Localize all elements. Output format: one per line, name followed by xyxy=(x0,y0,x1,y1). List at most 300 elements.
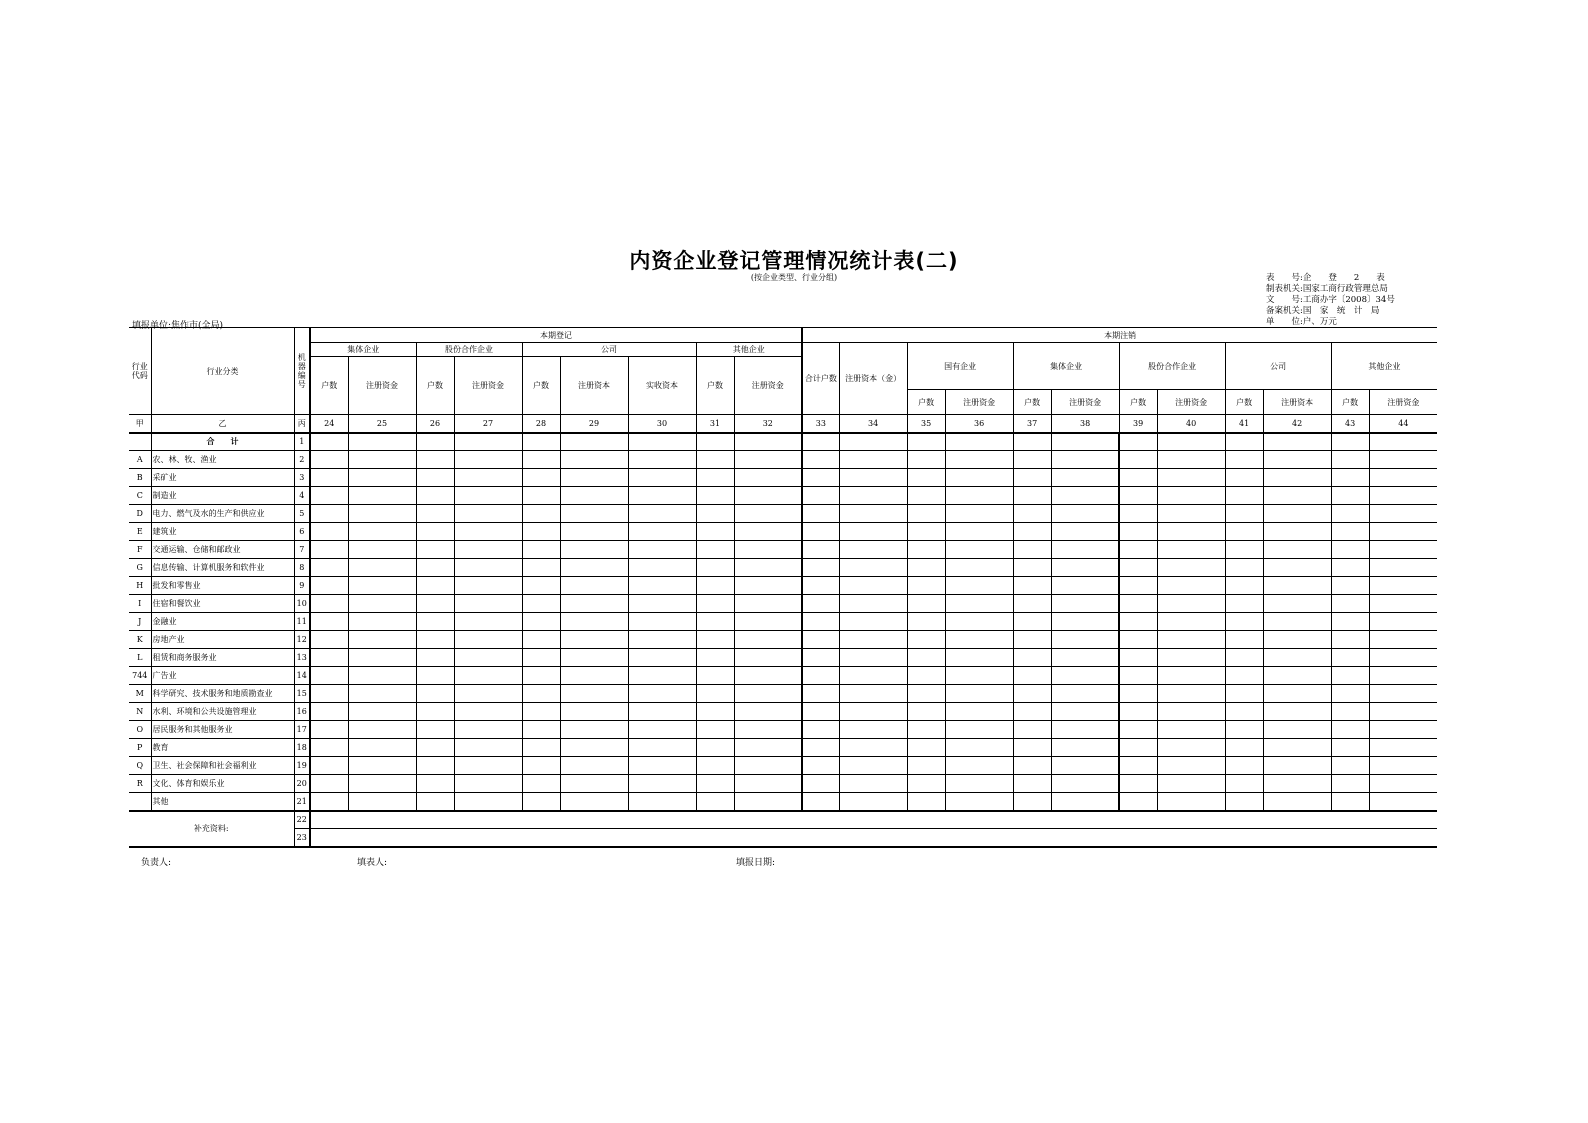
data-cell[interactable] xyxy=(348,775,416,793)
data-cell[interactable] xyxy=(416,559,454,577)
data-cell[interactable] xyxy=(348,631,416,649)
data-cell[interactable] xyxy=(1013,613,1051,631)
data-cell[interactable] xyxy=(1225,739,1263,757)
data-cell[interactable] xyxy=(628,595,696,613)
supplement-content[interactable] xyxy=(310,811,1437,829)
data-cell[interactable] xyxy=(1225,559,1263,577)
data-cell[interactable] xyxy=(802,667,839,685)
data-cell[interactable] xyxy=(734,757,802,775)
data-cell[interactable] xyxy=(945,523,1013,541)
data-cell[interactable] xyxy=(696,757,734,775)
data-cell[interactable] xyxy=(839,469,907,487)
data-cell[interactable] xyxy=(945,505,1013,523)
data-cell[interactable] xyxy=(416,793,454,811)
data-cell[interactable] xyxy=(945,487,1013,505)
data-cell[interactable] xyxy=(1331,613,1369,631)
data-cell[interactable] xyxy=(839,649,907,667)
data-cell[interactable] xyxy=(1331,469,1369,487)
data-cell[interactable] xyxy=(734,649,802,667)
data-cell[interactable] xyxy=(1331,649,1369,667)
data-cell[interactable] xyxy=(560,469,628,487)
data-cell[interactable] xyxy=(522,739,560,757)
data-cell[interactable] xyxy=(454,469,522,487)
data-cell[interactable] xyxy=(945,793,1013,811)
data-cell[interactable] xyxy=(734,703,802,721)
data-cell[interactable] xyxy=(1051,451,1119,469)
data-cell[interactable] xyxy=(522,487,560,505)
data-cell[interactable] xyxy=(1051,757,1119,775)
data-cell[interactable] xyxy=(696,649,734,667)
data-cell[interactable] xyxy=(696,685,734,703)
data-cell[interactable] xyxy=(1369,451,1437,469)
data-cell[interactable] xyxy=(1119,685,1157,703)
data-cell[interactable] xyxy=(522,721,560,739)
data-cell[interactable] xyxy=(454,649,522,667)
data-cell[interactable] xyxy=(1119,667,1157,685)
data-cell[interactable] xyxy=(839,451,907,469)
data-cell[interactable] xyxy=(1119,775,1157,793)
data-cell[interactable] xyxy=(416,739,454,757)
data-cell[interactable] xyxy=(1051,433,1119,451)
data-cell[interactable] xyxy=(348,685,416,703)
data-cell[interactable] xyxy=(454,757,522,775)
data-cell[interactable] xyxy=(802,595,839,613)
data-cell[interactable] xyxy=(1331,595,1369,613)
data-cell[interactable] xyxy=(907,433,945,451)
data-cell[interactable] xyxy=(839,433,907,451)
data-cell[interactable] xyxy=(945,613,1013,631)
data-cell[interactable] xyxy=(522,433,560,451)
data-cell[interactable] xyxy=(348,757,416,775)
data-cell[interactable] xyxy=(416,721,454,739)
data-cell[interactable] xyxy=(734,613,802,631)
data-cell[interactable] xyxy=(1013,433,1051,451)
data-cell[interactable] xyxy=(802,523,839,541)
data-cell[interactable] xyxy=(839,487,907,505)
data-cell[interactable] xyxy=(1051,541,1119,559)
data-cell[interactable] xyxy=(628,685,696,703)
data-cell[interactable] xyxy=(628,451,696,469)
data-cell[interactable] xyxy=(454,451,522,469)
data-cell[interactable] xyxy=(560,559,628,577)
data-cell[interactable] xyxy=(1051,505,1119,523)
data-cell[interactable] xyxy=(1225,451,1263,469)
data-cell[interactable] xyxy=(628,703,696,721)
data-cell[interactable] xyxy=(945,685,1013,703)
data-cell[interactable] xyxy=(416,703,454,721)
data-cell[interactable] xyxy=(696,577,734,595)
data-cell[interactable] xyxy=(1157,577,1225,595)
data-cell[interactable] xyxy=(310,487,348,505)
data-cell[interactable] xyxy=(1331,451,1369,469)
data-cell[interactable] xyxy=(696,505,734,523)
data-cell[interactable] xyxy=(1225,577,1263,595)
data-cell[interactable] xyxy=(907,559,945,577)
data-cell[interactable] xyxy=(310,667,348,685)
data-cell[interactable] xyxy=(1225,631,1263,649)
data-cell[interactable] xyxy=(310,433,348,451)
data-cell[interactable] xyxy=(1225,487,1263,505)
data-cell[interactable] xyxy=(1157,775,1225,793)
data-cell[interactable] xyxy=(1119,649,1157,667)
data-cell[interactable] xyxy=(454,595,522,613)
data-cell[interactable] xyxy=(1119,703,1157,721)
data-cell[interactable] xyxy=(1263,487,1331,505)
data-cell[interactable] xyxy=(1369,595,1437,613)
data-cell[interactable] xyxy=(560,487,628,505)
data-cell[interactable] xyxy=(1225,757,1263,775)
data-cell[interactable] xyxy=(1013,541,1051,559)
data-cell[interactable] xyxy=(522,613,560,631)
data-cell[interactable] xyxy=(522,451,560,469)
data-cell[interactable] xyxy=(1225,541,1263,559)
data-cell[interactable] xyxy=(522,703,560,721)
data-cell[interactable] xyxy=(1263,793,1331,811)
data-cell[interactable] xyxy=(945,721,1013,739)
data-cell[interactable] xyxy=(1013,577,1051,595)
data-cell[interactable] xyxy=(560,577,628,595)
data-cell[interactable] xyxy=(454,433,522,451)
data-cell[interactable] xyxy=(1051,793,1119,811)
data-cell[interactable] xyxy=(454,577,522,595)
data-cell[interactable] xyxy=(907,739,945,757)
data-cell[interactable] xyxy=(1369,505,1437,523)
data-cell[interactable] xyxy=(1119,793,1157,811)
data-cell[interactable] xyxy=(454,559,522,577)
data-cell[interactable] xyxy=(560,793,628,811)
data-cell[interactable] xyxy=(1263,451,1331,469)
data-cell[interactable] xyxy=(734,631,802,649)
data-cell[interactable] xyxy=(1119,721,1157,739)
data-cell[interactable] xyxy=(1263,541,1331,559)
data-cell[interactable] xyxy=(1157,685,1225,703)
data-cell[interactable] xyxy=(310,559,348,577)
data-cell[interactable] xyxy=(734,577,802,595)
data-cell[interactable] xyxy=(560,631,628,649)
data-cell[interactable] xyxy=(1119,577,1157,595)
data-cell[interactable] xyxy=(1369,523,1437,541)
data-cell[interactable] xyxy=(839,505,907,523)
data-cell[interactable] xyxy=(696,559,734,577)
data-cell[interactable] xyxy=(628,793,696,811)
data-cell[interactable] xyxy=(907,487,945,505)
data-cell[interactable] xyxy=(560,703,628,721)
data-cell[interactable] xyxy=(1263,703,1331,721)
data-cell[interactable] xyxy=(310,523,348,541)
data-cell[interactable] xyxy=(1157,613,1225,631)
data-cell[interactable] xyxy=(734,469,802,487)
data-cell[interactable] xyxy=(560,541,628,559)
data-cell[interactable] xyxy=(1369,487,1437,505)
data-cell[interactable] xyxy=(907,451,945,469)
data-cell[interactable] xyxy=(310,469,348,487)
data-cell[interactable] xyxy=(1119,505,1157,523)
data-cell[interactable] xyxy=(628,739,696,757)
data-cell[interactable] xyxy=(1369,469,1437,487)
data-cell[interactable] xyxy=(1369,703,1437,721)
data-cell[interactable] xyxy=(1157,667,1225,685)
data-cell[interactable] xyxy=(1263,739,1331,757)
data-cell[interactable] xyxy=(348,667,416,685)
data-cell[interactable] xyxy=(907,469,945,487)
data-cell[interactable] xyxy=(802,721,839,739)
data-cell[interactable] xyxy=(628,721,696,739)
data-cell[interactable] xyxy=(945,469,1013,487)
data-cell[interactable] xyxy=(310,613,348,631)
data-cell[interactable] xyxy=(1331,505,1369,523)
data-cell[interactable] xyxy=(628,667,696,685)
data-cell[interactable] xyxy=(696,703,734,721)
data-cell[interactable] xyxy=(1051,685,1119,703)
data-cell[interactable] xyxy=(416,433,454,451)
data-cell[interactable] xyxy=(310,505,348,523)
data-cell[interactable] xyxy=(839,721,907,739)
data-cell[interactable] xyxy=(522,577,560,595)
data-cell[interactable] xyxy=(734,667,802,685)
data-cell[interactable] xyxy=(945,433,1013,451)
data-cell[interactable] xyxy=(310,685,348,703)
data-cell[interactable] xyxy=(734,505,802,523)
data-cell[interactable] xyxy=(1013,793,1051,811)
data-cell[interactable] xyxy=(696,487,734,505)
data-cell[interactable] xyxy=(1013,757,1051,775)
data-cell[interactable] xyxy=(1051,703,1119,721)
data-cell[interactable] xyxy=(802,451,839,469)
data-cell[interactable] xyxy=(839,523,907,541)
data-cell[interactable] xyxy=(802,505,839,523)
data-cell[interactable] xyxy=(522,541,560,559)
data-cell[interactable] xyxy=(454,667,522,685)
data-cell[interactable] xyxy=(416,523,454,541)
data-cell[interactable] xyxy=(416,631,454,649)
data-cell[interactable] xyxy=(1369,685,1437,703)
data-cell[interactable] xyxy=(560,613,628,631)
data-cell[interactable] xyxy=(907,631,945,649)
data-cell[interactable] xyxy=(310,775,348,793)
data-cell[interactable] xyxy=(802,433,839,451)
data-cell[interactable] xyxy=(1051,613,1119,631)
data-cell[interactable] xyxy=(1225,523,1263,541)
data-cell[interactable] xyxy=(945,739,1013,757)
data-cell[interactable] xyxy=(560,505,628,523)
data-cell[interactable] xyxy=(1225,433,1263,451)
data-cell[interactable] xyxy=(1051,523,1119,541)
data-cell[interactable] xyxy=(907,649,945,667)
data-cell[interactable] xyxy=(1157,703,1225,721)
data-cell[interactable] xyxy=(945,631,1013,649)
data-cell[interactable] xyxy=(1119,523,1157,541)
data-cell[interactable] xyxy=(1013,739,1051,757)
data-cell[interactable] xyxy=(696,739,734,757)
data-cell[interactable] xyxy=(1051,739,1119,757)
data-cell[interactable] xyxy=(1225,685,1263,703)
data-cell[interactable] xyxy=(1331,487,1369,505)
data-cell[interactable] xyxy=(1331,703,1369,721)
data-cell[interactable] xyxy=(1051,469,1119,487)
data-cell[interactable] xyxy=(734,433,802,451)
data-cell[interactable] xyxy=(416,451,454,469)
data-cell[interactable] xyxy=(734,793,802,811)
data-cell[interactable] xyxy=(416,595,454,613)
data-cell[interactable] xyxy=(1263,631,1331,649)
data-cell[interactable] xyxy=(696,775,734,793)
data-cell[interactable] xyxy=(1051,559,1119,577)
data-cell[interactable] xyxy=(1263,577,1331,595)
data-cell[interactable] xyxy=(734,739,802,757)
data-cell[interactable] xyxy=(348,793,416,811)
data-cell[interactable] xyxy=(348,433,416,451)
data-cell[interactable] xyxy=(696,595,734,613)
data-cell[interactable] xyxy=(907,667,945,685)
data-cell[interactable] xyxy=(522,595,560,613)
data-cell[interactable] xyxy=(1119,613,1157,631)
data-cell[interactable] xyxy=(1331,721,1369,739)
data-cell[interactable] xyxy=(1013,487,1051,505)
data-cell[interactable] xyxy=(1157,649,1225,667)
data-cell[interactable] xyxy=(348,505,416,523)
data-cell[interactable] xyxy=(734,523,802,541)
data-cell[interactable] xyxy=(945,577,1013,595)
data-cell[interactable] xyxy=(348,541,416,559)
data-cell[interactable] xyxy=(945,541,1013,559)
data-cell[interactable] xyxy=(802,757,839,775)
data-cell[interactable] xyxy=(1263,757,1331,775)
data-cell[interactable] xyxy=(1119,469,1157,487)
supplement-content[interactable] xyxy=(310,829,1437,847)
data-cell[interactable] xyxy=(1331,559,1369,577)
data-cell[interactable] xyxy=(1225,703,1263,721)
data-cell[interactable] xyxy=(1157,559,1225,577)
data-cell[interactable] xyxy=(734,559,802,577)
data-cell[interactable] xyxy=(696,541,734,559)
data-cell[interactable] xyxy=(696,721,734,739)
data-cell[interactable] xyxy=(1119,541,1157,559)
data-cell[interactable] xyxy=(1369,649,1437,667)
data-cell[interactable] xyxy=(945,703,1013,721)
data-cell[interactable] xyxy=(522,631,560,649)
data-cell[interactable] xyxy=(416,685,454,703)
data-cell[interactable] xyxy=(454,721,522,739)
data-cell[interactable] xyxy=(839,577,907,595)
data-cell[interactable] xyxy=(1119,433,1157,451)
data-cell[interactable] xyxy=(416,649,454,667)
data-cell[interactable] xyxy=(839,793,907,811)
data-cell[interactable] xyxy=(560,649,628,667)
data-cell[interactable] xyxy=(628,469,696,487)
data-cell[interactable] xyxy=(907,541,945,559)
data-cell[interactable] xyxy=(348,649,416,667)
data-cell[interactable] xyxy=(1051,487,1119,505)
data-cell[interactable] xyxy=(802,631,839,649)
data-cell[interactable] xyxy=(696,469,734,487)
data-cell[interactable] xyxy=(696,433,734,451)
data-cell[interactable] xyxy=(696,523,734,541)
data-cell[interactable] xyxy=(1013,649,1051,667)
data-cell[interactable] xyxy=(628,433,696,451)
data-cell[interactable] xyxy=(802,487,839,505)
data-cell[interactable] xyxy=(1331,793,1369,811)
data-cell[interactable] xyxy=(1225,613,1263,631)
data-cell[interactable] xyxy=(628,613,696,631)
data-cell[interactable] xyxy=(310,577,348,595)
data-cell[interactable] xyxy=(628,757,696,775)
data-cell[interactable] xyxy=(945,649,1013,667)
data-cell[interactable] xyxy=(1331,775,1369,793)
data-cell[interactable] xyxy=(416,667,454,685)
data-cell[interactable] xyxy=(1013,469,1051,487)
data-cell[interactable] xyxy=(1263,595,1331,613)
data-cell[interactable] xyxy=(734,595,802,613)
data-cell[interactable] xyxy=(1225,595,1263,613)
data-cell[interactable] xyxy=(454,541,522,559)
data-cell[interactable] xyxy=(802,685,839,703)
data-cell[interactable] xyxy=(628,541,696,559)
data-cell[interactable] xyxy=(348,469,416,487)
data-cell[interactable] xyxy=(1369,739,1437,757)
data-cell[interactable] xyxy=(560,451,628,469)
data-cell[interactable] xyxy=(1369,757,1437,775)
data-cell[interactable] xyxy=(802,775,839,793)
data-cell[interactable] xyxy=(839,559,907,577)
data-cell[interactable] xyxy=(734,487,802,505)
data-cell[interactable] xyxy=(945,667,1013,685)
data-cell[interactable] xyxy=(839,739,907,757)
data-cell[interactable] xyxy=(560,433,628,451)
data-cell[interactable] xyxy=(522,685,560,703)
data-cell[interactable] xyxy=(416,757,454,775)
data-cell[interactable] xyxy=(907,577,945,595)
data-cell[interactable] xyxy=(1263,505,1331,523)
data-cell[interactable] xyxy=(628,577,696,595)
data-cell[interactable] xyxy=(907,703,945,721)
data-cell[interactable] xyxy=(1157,631,1225,649)
data-cell[interactable] xyxy=(1263,559,1331,577)
data-cell[interactable] xyxy=(802,469,839,487)
data-cell[interactable] xyxy=(348,523,416,541)
data-cell[interactable] xyxy=(1013,703,1051,721)
data-cell[interactable] xyxy=(348,703,416,721)
data-cell[interactable] xyxy=(560,757,628,775)
data-cell[interactable] xyxy=(1263,649,1331,667)
data-cell[interactable] xyxy=(1263,721,1331,739)
data-cell[interactable] xyxy=(1119,559,1157,577)
data-cell[interactable] xyxy=(1157,541,1225,559)
data-cell[interactable] xyxy=(1263,775,1331,793)
data-cell[interactable] xyxy=(1369,613,1437,631)
data-cell[interactable] xyxy=(1331,577,1369,595)
data-cell[interactable] xyxy=(1225,667,1263,685)
data-cell[interactable] xyxy=(348,613,416,631)
data-cell[interactable] xyxy=(839,757,907,775)
data-cell[interactable] xyxy=(1331,739,1369,757)
data-cell[interactable] xyxy=(839,595,907,613)
data-cell[interactable] xyxy=(802,739,839,757)
data-cell[interactable] xyxy=(1119,595,1157,613)
data-cell[interactable] xyxy=(1051,775,1119,793)
data-cell[interactable] xyxy=(1331,757,1369,775)
data-cell[interactable] xyxy=(907,613,945,631)
data-cell[interactable] xyxy=(1369,577,1437,595)
data-cell[interactable] xyxy=(1013,595,1051,613)
data-cell[interactable] xyxy=(802,559,839,577)
data-cell[interactable] xyxy=(1051,631,1119,649)
data-cell[interactable] xyxy=(1369,559,1437,577)
data-cell[interactable] xyxy=(945,451,1013,469)
data-cell[interactable] xyxy=(1157,721,1225,739)
data-cell[interactable] xyxy=(454,703,522,721)
data-cell[interactable] xyxy=(1225,721,1263,739)
data-cell[interactable] xyxy=(1157,433,1225,451)
